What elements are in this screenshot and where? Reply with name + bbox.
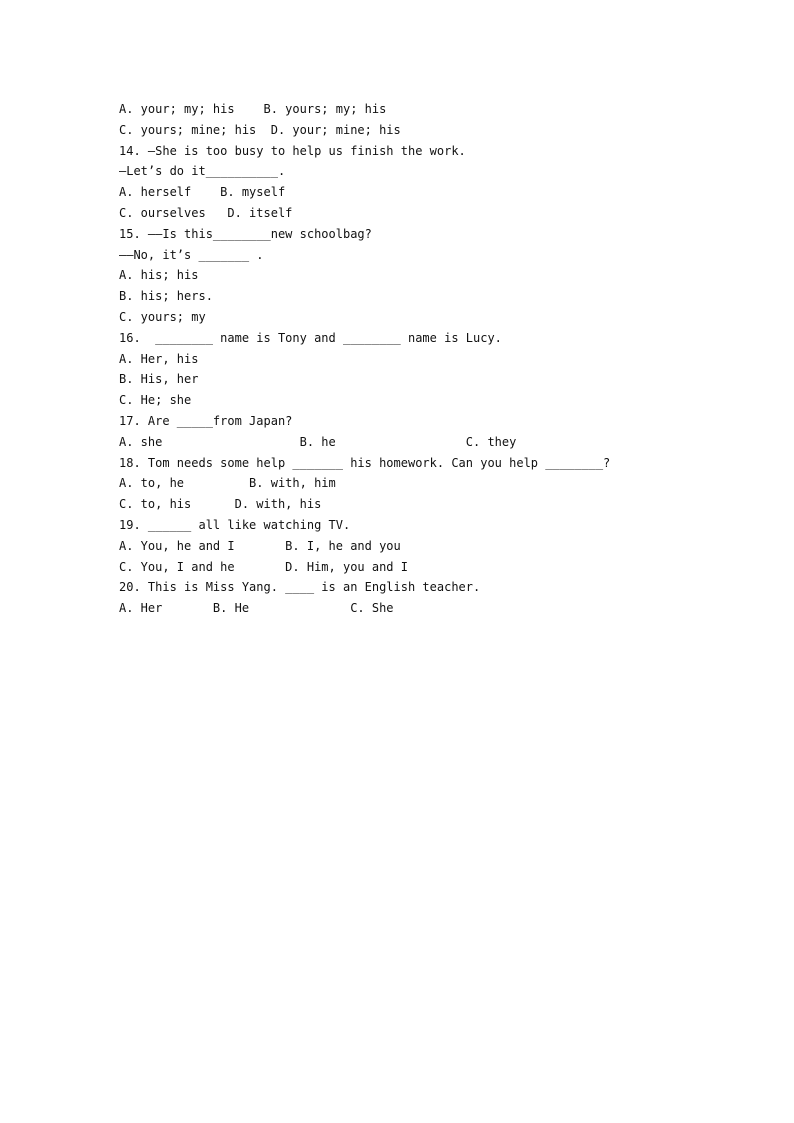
question-19: 19. ______ all like watching TV. [119, 517, 351, 532]
question-16: 16. ________ name is Tony and ________ name is Lucy. [119, 330, 502, 345]
worksheet-page [119, 99, 679, 619]
line-5: A. herself B. myself [119, 185, 286, 200]
line-19: A. to, he B. with, him [119, 476, 336, 491]
question-14: 14. —She is too busy to help us finish the work. [119, 143, 466, 158]
line-11: C. yours; my [119, 309, 206, 324]
line-25: A. Her B. He C. She [119, 601, 394, 616]
question-15: 15. ——Is this________new schoolbag? [119, 226, 372, 241]
line-1: A. your; my; his B. yours; my; his [119, 102, 387, 116]
line-10: B. his; hers. [119, 289, 213, 304]
line-20: C. to, his D. with, his [119, 497, 322, 512]
line-23: C. You, I and he D. Him, you and I [119, 559, 408, 574]
line-4: —Let’s do it__________. [119, 164, 286, 179]
line-13: A. Her, his [119, 351, 199, 366]
line-22: A. You, he and I B. I, he and you [119, 538, 401, 553]
line-2: C. yours; mine; his D. your; mine; his [119, 122, 401, 137]
line-17: A. she B. he C. they [119, 434, 517, 449]
line-15: C. He; she [119, 393, 192, 408]
line-14: B. His, her [119, 372, 199, 387]
line-8: ——No, it’s _______ . [119, 247, 264, 262]
line-9: A. his; his [119, 268, 199, 283]
question-20: 20. This is Miss Yang. ____ is an English teacher. [119, 580, 481, 595]
question-18: 18. Tom needs some help _______ his homework. Can you help ________? [119, 455, 611, 470]
question-17: 17. Are _____from Japan? [119, 413, 293, 428]
line-6: C. ourselves D. itself [119, 205, 293, 220]
